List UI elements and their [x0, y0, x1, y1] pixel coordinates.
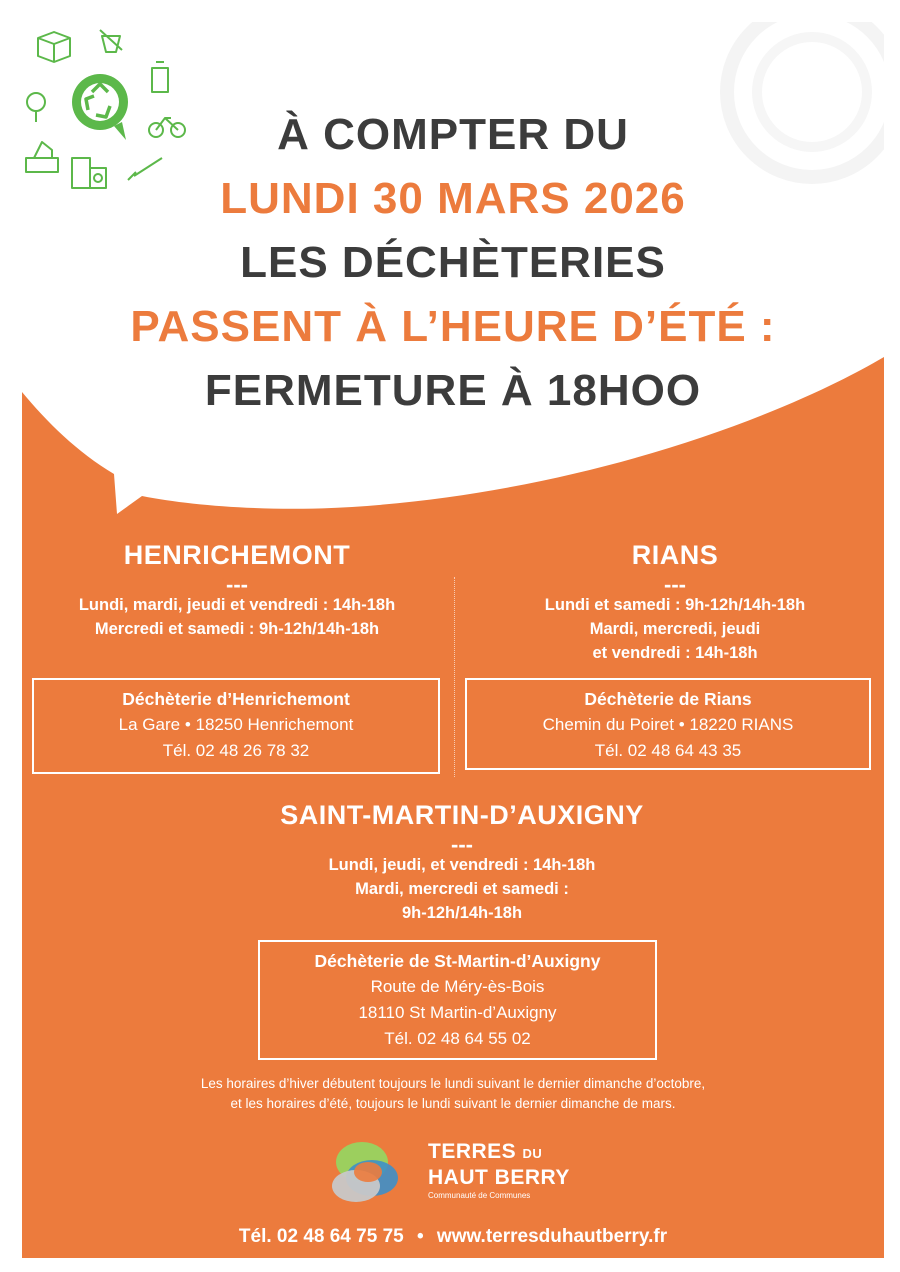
hours-line: Lundi, jeudi, et vendredi : 14h-18h — [328, 856, 596, 874]
hours-line: Mercredi et samedi : 9h-12h/14h-18h — [94, 620, 380, 638]
column-divider — [454, 577, 455, 777]
info-box-rians — [465, 678, 871, 770]
phone: Tél. 02 48 64 55 02 — [384, 1029, 531, 1048]
footer-website-link[interactable]: www.terresduhautberry.fr — [436, 1226, 668, 1247]
logo-subtitle: Communauté de Communes — [428, 1191, 531, 1200]
headline-line-1: À COMPTER DU — [277, 110, 629, 159]
info-box-henrichemont — [32, 678, 440, 774]
section-st-martin — [162, 800, 762, 925]
bottle-icon — [152, 62, 168, 92]
terres-du-haut-berry-logo — [322, 1132, 602, 1212]
hours-line: 9h-12h/14h-18h — [401, 904, 523, 922]
section-henrichemont — [32, 540, 442, 641]
site-title: HENRICHEMONT — [123, 540, 351, 570]
address: La Gare • 18250 Henrichemont — [118, 715, 354, 734]
hours-line: Lundi, mardi, jeudi et vendredi : 14h-18h — [78, 596, 396, 614]
note-line-1: Les horaires d’hiver débutent toujours le lundi suivant le dernier dimanche d’octobre, — [200, 1076, 706, 1091]
address-line-2: 18110 St Martin-d’Auxigny — [358, 1003, 557, 1022]
hours-line: Mardi, mercredi, jeudi — [589, 620, 761, 638]
headline-date: LUNDI 30 MARS 2026 — [220, 174, 686, 223]
separator-dashes: --- — [664, 572, 686, 597]
site-title: SAINT-MARTIN-D’AUXIGNY — [280, 800, 644, 830]
headline-line-4: PASSENT À L’HEURE D’ÉTÉ : — [130, 302, 776, 351]
separator-dashes: --- — [451, 832, 473, 857]
address: Chemin du Poiret • 18220 RIANS — [542, 715, 794, 734]
footer-phone: Tél. 02 48 64 75 75 — [238, 1226, 404, 1247]
section-rians — [470, 540, 880, 665]
hours-line: Lundi et samedi : 9h-12h/14h-18h — [544, 596, 806, 614]
box-title: Déchèterie d’Henrichemont — [122, 689, 350, 709]
box-title: Déchèterie de St-Martin-d’Auxigny — [314, 951, 601, 971]
poster — [22, 22, 884, 1258]
logo-word-du: DU — [522, 1146, 543, 1161]
laundry-icon — [100, 30, 122, 52]
info-box-st-martin — [258, 940, 657, 1060]
logo-word-terres: TERRES — [428, 1140, 517, 1163]
headline-closing-time: FERMETURE À 18HOO — [204, 366, 702, 415]
address-line-1: Route de Méry-ès-Bois — [370, 977, 545, 996]
phone: Tél. 02 48 26 78 32 — [162, 741, 310, 760]
phone: Tél. 02 48 64 43 35 — [594, 741, 742, 760]
site-title: RIANS — [631, 540, 719, 570]
box-title: Déchèterie de Rians — [584, 689, 752, 709]
box-icon — [38, 32, 70, 62]
logo-emblem-icon — [322, 1132, 406, 1212]
footer-separator: • — [416, 1226, 424, 1247]
logo-text — [428, 1140, 570, 1202]
hours-line: et vendredi : 14h-18h — [592, 644, 758, 662]
logo-word-haut-berry: HAUT BERRY — [428, 1166, 570, 1189]
footer-contact — [22, 1226, 884, 1248]
note-line-2: et les horaires d’été, toujours le lundi suivant le dernier dimanche de mars. — [230, 1096, 676, 1111]
separator-dashes: --- — [226, 572, 248, 597]
hours-line: Mardi, mercredi et samedi : — [355, 880, 569, 898]
headline-line-3: LES DÉCHÈTERIES — [240, 238, 666, 287]
seasonal-hours-note — [22, 1074, 884, 1114]
